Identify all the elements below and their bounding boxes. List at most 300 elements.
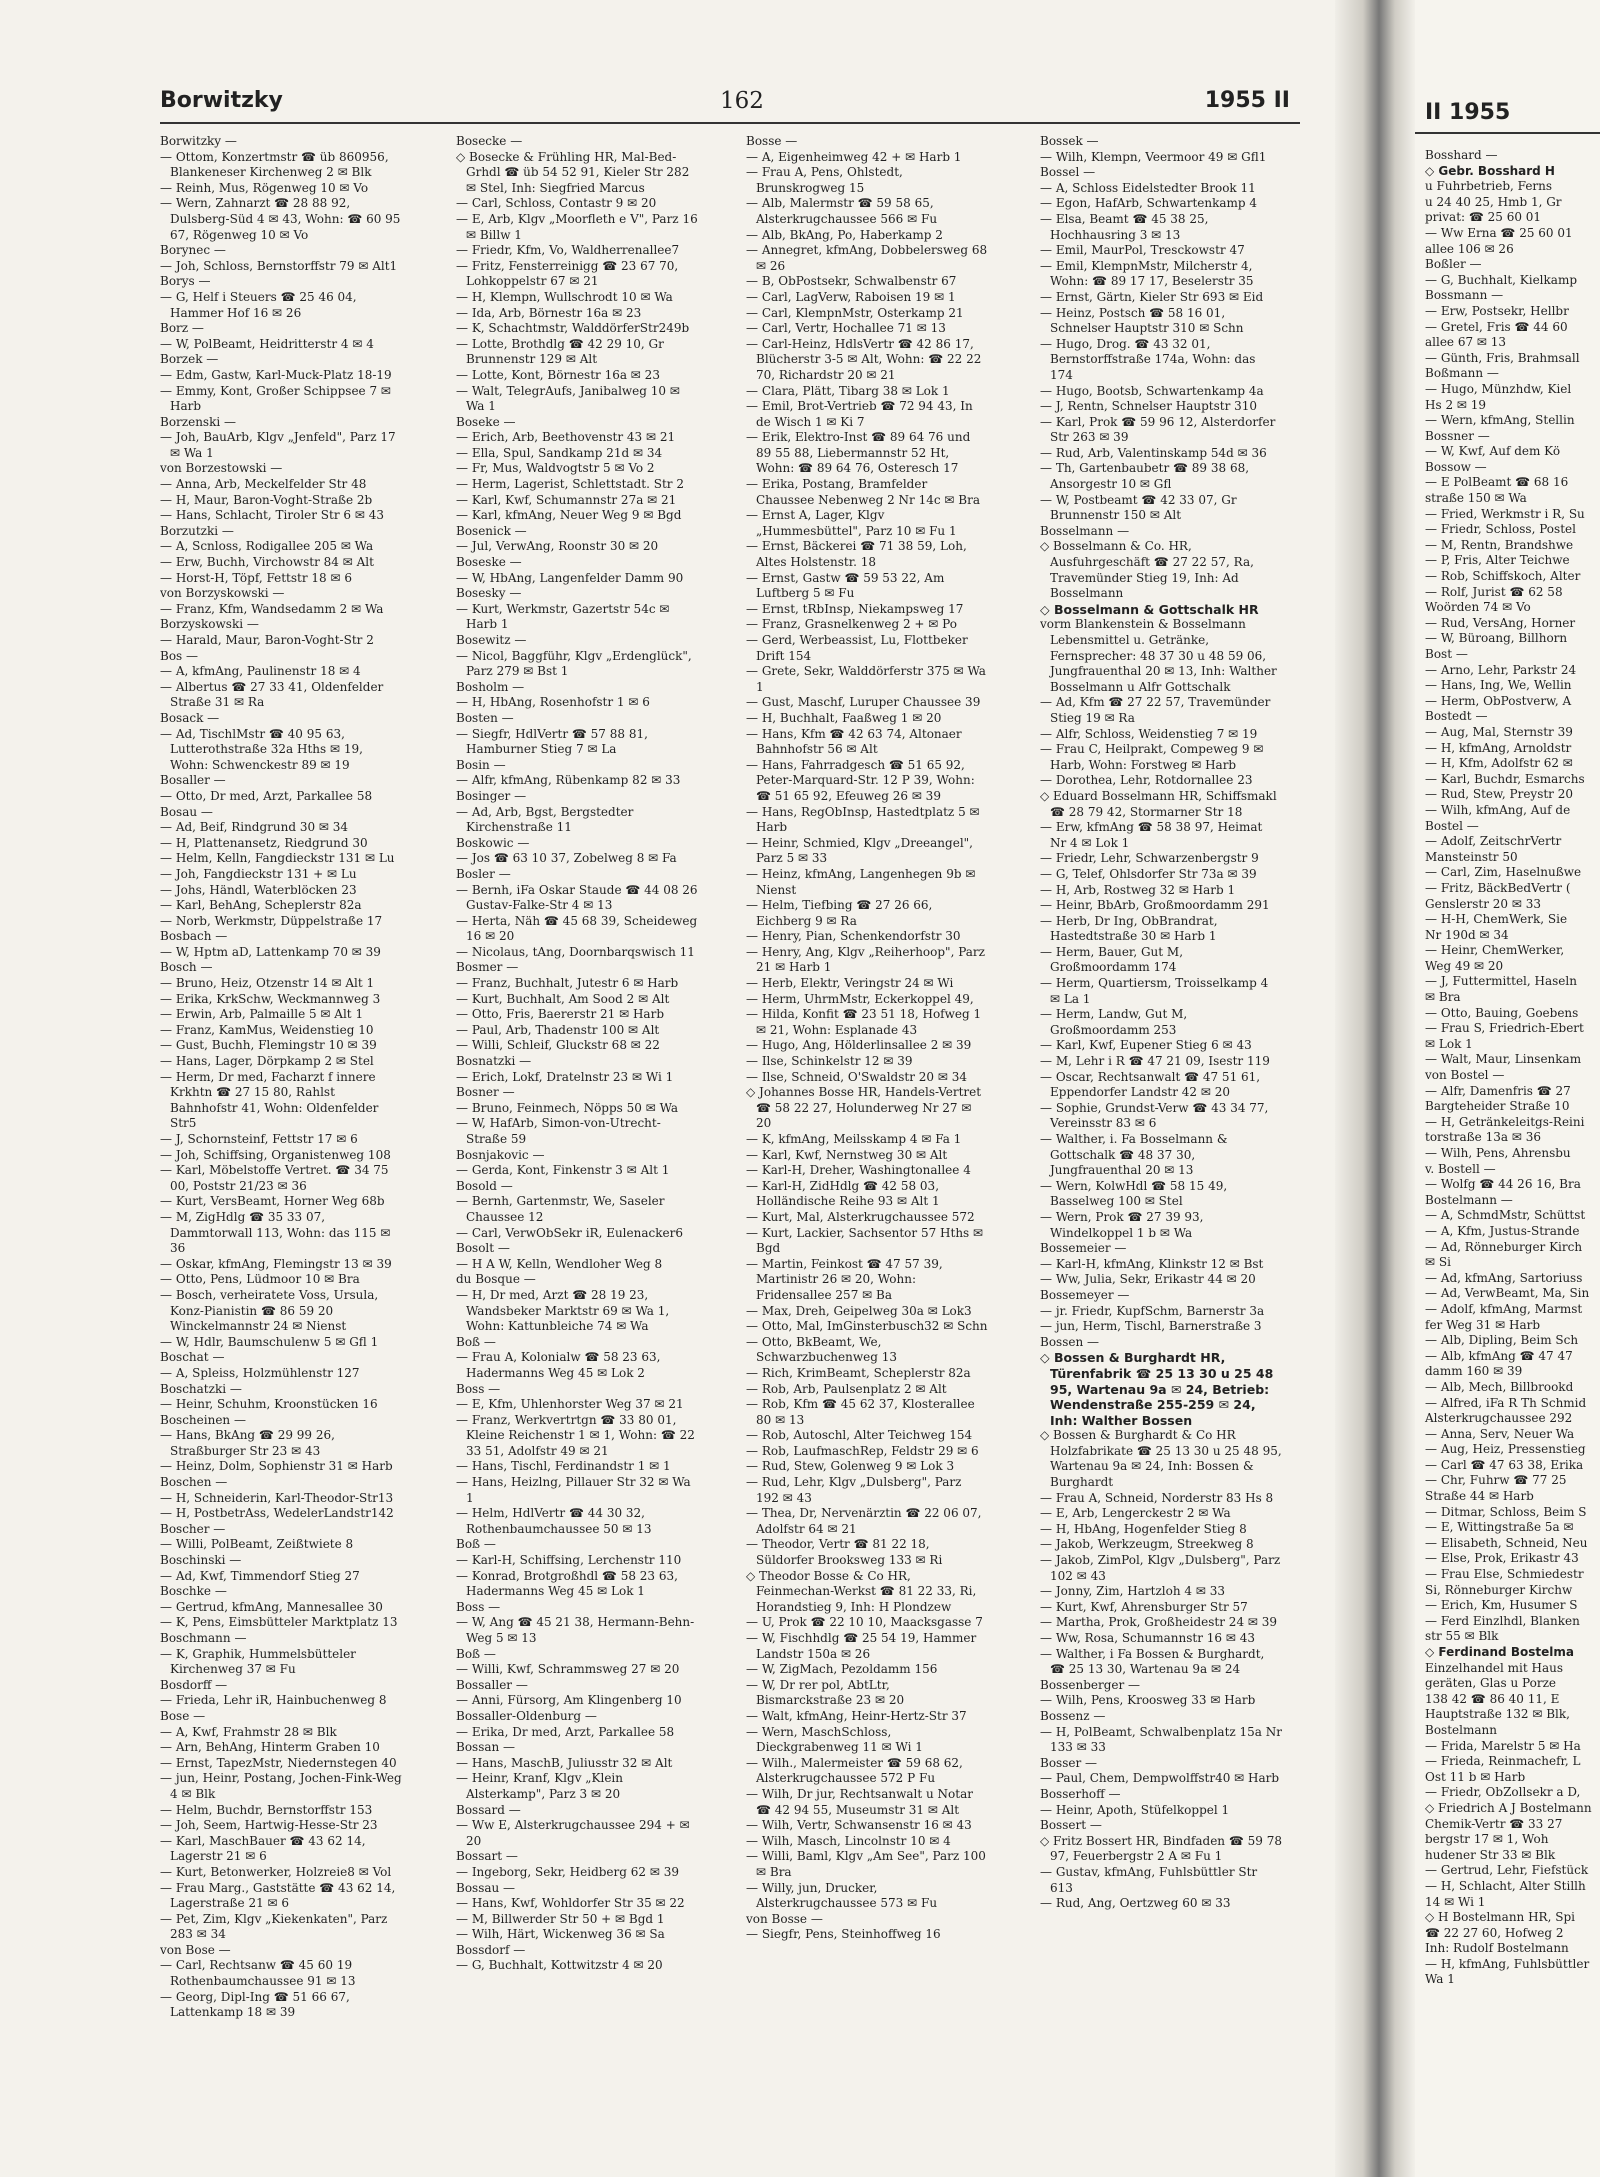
directory-entry: — Ilse, Schinkelstr 12 ✉ 39 (746, 1054, 913, 1069)
facing-page-line: Alsterkrugchaussee 292 (1425, 1411, 1573, 1426)
directory-entry: — Hilda, Konfit ☎ 23 51 18, Hofweg 1 ✉ 21, Wohn: Esplanade 43 (746, 1007, 982, 1037)
directory-entry: — Clara, Plätt, Tibarg 38 ✉ Lok 1 (746, 383, 950, 398)
surname-heading: Boschen — (160, 1475, 228, 1490)
directory-entry: — Wern, MaschSchloss, Dieckgrabenweg 11 ✉ Wi 1 (746, 1724, 923, 1755)
directory-entry: — B, ObPostsekr, Schwalbenstr 67 (746, 274, 957, 289)
directory-entry: — Otto, Fris, Baererstr 21 ✉ Harb (456, 1007, 665, 1022)
facing-page-line: Straße 44 ✉ Harb (1425, 1489, 1534, 1504)
directory-entry: — Martin, Feinkost ☎ 47 57 39, Martinistr 26 ✉ 20, Wohn: Fridensallee 257 ✉ Ba (746, 1256, 943, 1302)
directory-entry: — K, Graphik, Hummelsbütteler Kirchenweg 37 ✉ Fu (160, 1646, 356, 1677)
directory-entry: ◇ Bosselmann & Gottschalk HR (1040, 601, 1259, 617)
facing-page-line: Bost — (1425, 647, 1468, 661)
directory-entry: — Kurt, VersBeamt, Horner Weg 68b (160, 1194, 385, 1209)
directory-entry: — Hans, RegObInsp, Hastedtplatz 5 ✉ Harb (746, 804, 980, 835)
directory-entry: — H, HbAng, Hogenfelder Stieg 8 (1040, 1521, 1247, 1536)
directory-entry: — Franz, KamMus, Weidenstieg 10 (160, 1022, 374, 1037)
surname-heading: Bosholm — (456, 679, 525, 694)
facing-page-line: Bosshard — (1425, 148, 1498, 162)
directory-entry: — Ernst, TapezMstr, Niedernstegen 40 (160, 1755, 397, 1770)
facing-page-line: — Frida, Marelstr 5 ✉ Ha (1425, 1738, 1581, 1753)
directory-entry: — H, Arb, Rostweg 32 ✉ Harb 1 (1040, 882, 1236, 897)
directory-entry: — Kurt, Kwf, Ahrensburger Str 57 (1040, 1599, 1248, 1614)
directory-entry: — Bruno, Feinmech, Nöpps 50 ✉ Wa (456, 1100, 679, 1115)
facing-page-line: — Fritz, BäckBedVertr ( (1425, 880, 1571, 895)
surname-heading: Bossaller — (456, 1677, 528, 1692)
facing-page-line: — Else, Prok, Erikastr 43 (1425, 1551, 1579, 1566)
directory-entry: — Erich, Arb, Beethovenstr 43 ✉ 21 (456, 430, 676, 445)
directory-entry: — Paul, Chem, Dempwolffstr40 ✉ Harb (1040, 1771, 1280, 1786)
directory-entry: — A, Scnloss, Rodigallee 205 ✉ Wa (160, 539, 374, 554)
header-rule (160, 122, 1300, 124)
directory-entry: — Karl-H, Schiffsing, Lerchenstr 110 (456, 1553, 682, 1568)
facing-page-line: ✉ Bra (1425, 990, 1461, 1005)
directory-entry: — Erik, Elektro-Inst ☎ 89 64 76 und 89 55 88, Liebermannstr 52 Ht, Wohn: ☎ 89 64 76, Osteresch 17 (746, 430, 971, 476)
directory-entry: — Friedr, Lehr, Schwarzenbergstr 9 (1040, 851, 1259, 866)
facing-page-line: — Adolf, ZeitschrVertr (1425, 834, 1562, 849)
surname-heading: Boseske — (456, 555, 522, 570)
directory-entry: — Herm, Bauer, Gut M, Großmoordamm 174 (1040, 944, 1184, 975)
surname-heading: Bossenz — (1040, 1708, 1106, 1723)
directory-entry: ◇ Bossen & Burghardt & Co HR Holzfabrikate ☎ 25 13 30 u 25 48 95, Wartenau 9a ✉ 24, Inh: Bossen & Burghardt (1040, 1428, 1282, 1490)
facing-page-line: ✉ Lok 1 (1425, 1036, 1473, 1051)
directory-entry: — Wilh, Pens, Kroosweg 33 ✉ Harb (1040, 1693, 1256, 1708)
directory-entry: — Herm, Lagerist, Schlettstadt. Str 2 (456, 477, 684, 492)
directory-entry: — Dorothea, Lehr, Rotdornallee 23 (1040, 773, 1253, 788)
directory-entry: — Hans, BkAng ☎ 29 99 26, Straßburger Str 23 ✉ 43 (160, 1428, 335, 1458)
directory-entry: — H A W, Kelln, Wendloher Weg 8 (456, 1256, 663, 1271)
running-head-year: 1955 II (1204, 88, 1290, 113)
directory-entry: — Anna, Arb, Meckelfelder Str 48 (160, 477, 367, 492)
directory-entry: — Rob, LaufmaschRep, Feldstr 29 ✉ 6 (746, 1443, 979, 1458)
directory-entry: — Herm, Dr med, Facharzt f innere Krkhtn ☎ 27 15 80, Rahlst Bahnhofstr 41, Wohn: Oldenfelder Str5 (160, 1069, 379, 1131)
facing-page-line: u 24 40 25, Hmb 1, Gr (1425, 194, 1562, 209)
surname-heading: Borzenski — (160, 414, 237, 429)
facing-page (1415, 0, 1600, 2177)
directory-entry: — Ernst, tRbInsp, Niekampsweg 17 (746, 601, 964, 616)
directory-entry: — Rud, Lehr, Klgv „Dulsberg", Parz 192 ✉ 43 (746, 1475, 962, 1505)
directory-column-1 (160, 134, 402, 2124)
directory-entry: — Ww, Julia, Sekr, Erikastr 44 ✉ 20 (1040, 1272, 1256, 1287)
directory-entry: — Ella, Spul, Sandkamp 21d ✉ 34 (456, 445, 663, 460)
facing-page-line: — Frau Else, Schmiedestr (1425, 1567, 1584, 1582)
directory-entry: — Wilh, Dr jur, Rechtsanwalt u Notar ☎ 42 94 55, Museumstr 31 ✉ Alt (746, 1786, 973, 1817)
surname-heading: Boscheinen — (160, 1412, 246, 1427)
directory-entry: — Franz, Grasnelkenweg 2 + ✉ Po (746, 617, 957, 632)
facing-page-line: — Otto, Bauing, Goebens (1425, 1005, 1579, 1020)
directory-entry: — Karl, BehAng, Scheplerstr 82a (160, 898, 362, 913)
facing-page-line: ◇ Friedrich A J Bostelmann (1425, 1800, 1592, 1815)
directory-entry: — Ww E, Alsterkrugchaussee 294 + ✉ 20 (456, 1818, 690, 1848)
directory-entry: — K, Pens, Eimsbütteler Marktplatz 13 (160, 1615, 398, 1630)
surname-heading: Bossel — (1040, 165, 1096, 180)
surname-heading: Bosewitz — (456, 633, 527, 647)
facing-page-line: allee 67 ✉ 13 (1425, 335, 1507, 350)
directory-entry: — J, Rentn, Schnelser Hauptstr 310 (1040, 399, 1258, 414)
directory-entry: — jr. Friedr, KupfSchm, Barnerstr 3a (1040, 1303, 1265, 1318)
directory-entry: — Joh, Seem, Hartwig-Hesse-Str 23 (160, 1818, 378, 1833)
directory-entry: — Kurt, Mal, Alsterkrugchaussee 572 (746, 1209, 975, 1224)
directory-entry: — Joh, Schloss, Bernstorffstr 79 ✉ Alt1 (160, 258, 398, 273)
facing-page-line: — Erich, Km, Husumer S (1425, 1598, 1578, 1613)
directory-entry: — Frau A, Kolonialw ☎ 58 23 63, Hadermanns Weg 45 ✉ Lok 2 (456, 1350, 661, 1380)
directory-entry: — Herb, Dr Ing, ObBrandrat, Hastedtstraße 30 ✉ Harb 1 (1040, 913, 1218, 944)
facing-page-line: ◇ Gebr. Bosshard H (1425, 163, 1555, 178)
directory-entry: — E, Arb, Lengerckestr 2 ✉ Wa (1040, 1506, 1231, 1521)
directory-entry: — Hugo, Drog. ☎ 43 32 01, Bernstorffstraße 174a, Wohn: das 174 (1040, 336, 1256, 382)
directory-entry: — Heinz, Dolm, Sophienstr 31 ✉ Harb (160, 1459, 393, 1474)
facing-page-line: Chemik-Vertr ☎ 33 27 (1425, 1816, 1563, 1831)
directory-entry: — Gertrud, kfmAng, Mannesallee 30 (160, 1599, 383, 1614)
facing-page-line: ◇ Ferdinand Bostelma (1425, 1645, 1574, 1659)
directory-entry: — U, Prok ☎ 22 10 10, Maacksgasse 7 (746, 1615, 983, 1630)
directory-entry: — Hugo, Ang, Hölderlinsallee 2 ✉ 39 (746, 1038, 972, 1053)
facing-page-line: — Hugo, Münzhdw, Kiel (1425, 381, 1572, 396)
directory-entry: — J, Schornsteinf, Fettstr 17 ✉ 6 (160, 1132, 358, 1146)
surname-heading: von Bose — (160, 1942, 231, 1957)
directory-entry: — Franz, Buchhalt, Jutestr 6 ✉ Harb (456, 976, 679, 991)
facing-page-line: Inh: Rudolf Bostelmann (1425, 1941, 1569, 1956)
directory-entry: — Jonny, Zim, Hartzloh 4 ✉ 33 (1040, 1584, 1225, 1599)
directory-entry: — Sophie, Grundst-Verw ☎ 43 34 77, Vereinsstr 83 ✉ 6 (1040, 1100, 1269, 1131)
directory-entry: — Emil, KlempnMstr, Milcherstr 4, Wohn: ☎ 89 17 17, Beselerstr 35 (1040, 258, 1254, 289)
directory-entry: — W, Postbeamt ☎ 42 33 07, Gr Brunnenstr 150 ✉ Alt (1040, 492, 1237, 523)
directory-entry: — Kurt, Werkmstr, Gazertstr 54c ✉ Harb 1 (456, 601, 670, 632)
facing-page-line: Einzelhandel mit Haus (1425, 1660, 1563, 1675)
directory-entry: — Karl, Möbelstoffe Vertret. ☎ 34 75 00, Poststr 21/23 ✉ 36 (160, 1163, 389, 1193)
directory-entry: — Otto, Dr med, Arzt, Parkallee 58 (160, 788, 373, 803)
facing-page-line: — Frieda, Reinmachefr, L (1425, 1754, 1581, 1769)
directory-entry: — Walt, kfmAng, Heinr-Hertz-Str 37 (746, 1708, 967, 1723)
directory-entry: — Bernh, iFa Oskar Staude ☎ 44 08 26 Gustav-Falke-Str 4 ✉ 13 (456, 882, 698, 913)
surname-heading: Bosdorff — (160, 1677, 228, 1692)
directory-entry: — H, Maur, Baron-Voght-Straße 2b (160, 492, 373, 507)
surname-heading: Bossert — (1040, 1818, 1102, 1833)
directory-entry: — Annegret, kfmAng, Dobbelersweg 68 ✉ 26 (746, 243, 988, 273)
facing-page-line: Bostelmann — (1425, 1192, 1513, 1207)
facing-page-line: Bostelmann (1425, 1722, 1497, 1737)
directory-entry: — Siegfr, Pens, Steinhoffweg 16 (746, 1927, 941, 1942)
directory-entry: — Frau Marg., Gaststätte ☎ 43 62 14, Lagerstraße 21 ✉ 6 (160, 1880, 396, 1911)
directory-entry: vorm Blankenstein & Bosselmann Lebensmittel u. Getränke, Fernsprecher: 48 37 30 u 48 59 06, Jungfrauenthal 20 ✉ 13, Inh: Walther Bosselmann u Alfr Gottschalk (1040, 617, 1277, 694)
surname-heading: du Bosque — (456, 1272, 536, 1287)
page-header (160, 88, 1300, 122)
directory-entry: — Emil, MaurPol, Tresckowstr 47 (1040, 243, 1245, 258)
surname-heading: Bosnatzki — (456, 1054, 532, 1069)
directory-entry: — Egon, HafArb, Schwartenkamp 4 (1040, 196, 1258, 211)
surname-heading: Bos — (160, 648, 199, 663)
facing-page-line: — Arno, Lehr, Parkstr 24 (1425, 662, 1577, 677)
directory-entry: — Gustav, kfmAng, Fuhlsbüttler Str 613 (1040, 1864, 1258, 1895)
directory-entry: — Paul, Arb, Thadenstr 100 ✉ Alt (456, 1022, 660, 1037)
facing-page-line: — H-H, ChemWerk, Sie (1425, 912, 1568, 927)
facing-page-line: — Alfr, Damenfris ☎ 27 (1425, 1083, 1571, 1098)
directory-entry: — Erika, KrkSchw, Weckmannweg 3 (160, 991, 381, 1006)
surname-heading: Bosesky — (456, 586, 522, 601)
directory-entry: — Martha, Prok, Großheidestr 24 ✉ 39 (1040, 1615, 1278, 1630)
directory-entry: — Ernst, Bäckerei ☎ 71 38 59, Loh, Altes Holstenstr. 18 (746, 539, 967, 570)
directory-column-2 (456, 134, 698, 2124)
surname-heading: Boskowic — (456, 835, 530, 850)
directory-entry: — Ingeborg, Sekr, Heidberg 62 ✉ 39 (456, 1864, 679, 1879)
directory-entry: — Walther, i Fa Bossen & Burghardt, ☎ 25 13 30, Wartenau 9a ✉ 24 (1040, 1646, 1265, 1677)
facing-page-line: — Aug, Heiz, Pressenstieg (1425, 1442, 1586, 1457)
facing-page-line: — H, Kfm, Adolfstr 62 ✉ (1425, 756, 1573, 771)
facing-page-line: — Ditmar, Schloss, Beim S (1425, 1504, 1587, 1519)
directory-entry: — Norb, Werkmstr, Düppelstraße 17 (160, 913, 383, 928)
facing-page-line: Bossner — (1425, 428, 1490, 443)
facing-page-line: ✉ Si (1425, 1255, 1451, 1270)
facing-page-line: — Alb, Mech, Billbrookd (1425, 1379, 1574, 1394)
facing-page-line: — Wern, kfmAng, Stellin (1425, 413, 1575, 428)
facing-page-line: — Rolf, Jurist ☎ 62 58 (1425, 584, 1563, 599)
surname-heading: Borynec — (160, 243, 226, 258)
surname-heading: Bosnjakovic — (456, 1147, 545, 1162)
facing-page-line: u Fuhrbetrieb, Ferns (1425, 179, 1553, 194)
directory-entry: — Heinr, Schuhm, Kroonstücken 16 (160, 1397, 378, 1412)
facing-page-line: — Fried, Werkmstr i R, Su (1425, 506, 1585, 521)
facing-page-line: von Bostel — (1425, 1068, 1505, 1083)
directory-entry: — W, PolBeamt, Heidritterstr 4 ✉ 4 (160, 336, 374, 351)
facing-page-line: — Ad, VerwBeamt, Ma, Sin (1425, 1286, 1590, 1301)
directory-entry: — Gerd, Werbeassist, Lu, Flottbeker Drift 154 (746, 633, 968, 663)
directory-entry: — Hans, Heizlng, Pillauer Str 32 ✉ Wa 1 (456, 1475, 691, 1505)
surname-heading: Borz — (160, 321, 204, 336)
facing-page-line: — Heinr, ChemWerker, (1425, 943, 1565, 958)
directory-entry: — A, kfmAng, Paulinenstr 18 ✉ 4 (160, 664, 361, 679)
directory-entry: — Heinr, Kranf, Klgv „Klein Alsterkamp", Parz 3 ✉ 20 (456, 1771, 623, 1801)
book-gutter (1335, 0, 1415, 2177)
facing-page-line: — A, SchmdMstr, Schüttst (1425, 1208, 1586, 1223)
facing-page-line: — Wilh, Pens, Ahrensbu (1425, 1146, 1571, 1160)
directory-entry: — A, Kwf, Frahmstr 28 ✉ Blk (160, 1724, 337, 1739)
facing-page-line: Mansteinstr 50 (1425, 849, 1518, 864)
directory-entry: — Karl-H, ZidHdlg ☎ 42 58 03, Holländische Reihe 93 ✉ Alt 1 (746, 1178, 940, 1209)
surname-heading: Bosten — (456, 710, 514, 725)
facing-page-line: damm 160 ✉ 39 (1425, 1364, 1523, 1379)
directory-entry: — Heinz, kfmAng, Langenhegen 9b ✉ Nienst (746, 866, 976, 897)
directory-entry: — Herm, UhrmMstr, Eckerkoppel 49, (746, 991, 974, 1006)
facing-page-line: — J, Futtermittel, Haseln (1425, 974, 1577, 989)
directory-entry: — Erw, kfmAng ☎ 58 38 97, Heimat Nr 4 ✉ Lok 1 (1040, 820, 1263, 850)
facing-page-line: — W, Büroang, Billhorn (1425, 631, 1568, 646)
surname-heading: Bossaller-Oldenburg — (456, 1708, 597, 1723)
surname-heading: Bosser — (1040, 1755, 1098, 1770)
surname-heading: Bossemeier — (1040, 1241, 1127, 1256)
directory-entry: — H, Buchhalt, Faaßweg 1 ✉ 20 (746, 710, 942, 725)
surname-heading: Boschatzki — (160, 1381, 242, 1396)
directory-entry: — Rob, Kfm ☎ 45 62 37, Klosterallee 80 ✉ 13 (746, 1397, 975, 1427)
directory-entry: — Carl-Heinz, HdlsVertr ☎ 42 86 17, Blücherstr 3-5 ✉ Alt, Wohn: ☎ 22 22 70, Richardstr 20 ✉ 21 (746, 336, 982, 382)
surname-heading: Boschke — (160, 1584, 227, 1599)
facing-page-line: 138 42 ☎ 86 40 11, E (1425, 1691, 1560, 1706)
facing-page-line: — Gertrud, Lehr, Fiefstück (1425, 1863, 1589, 1878)
directory-entry: — Otto, Mal, ImGinsterbusch32 ✉ Schn (746, 1319, 988, 1334)
directory-entry: — Erika, Postang, Bramfelder Chaussee Nebenweg 2 Nr 14c ✉ Bra (746, 477, 980, 507)
directory-entry: — Karl, Kwf, Eupener Stieg 6 ✉ 43 (1040, 1038, 1252, 1053)
facing-page-line: fer Weg 31 ✉ Harb (1425, 1317, 1541, 1332)
directory-entry: — Carl, Vertr, Hochallee 71 ✉ 13 (746, 321, 946, 336)
directory-entry: — Helm, HdlVertr ☎ 44 30 32, Rothenbaumchaussee 50 ✉ 13 (456, 1506, 652, 1536)
directory-entry: — Harald, Maur, Baron-Voght-Str 2 (160, 633, 374, 647)
directory-entry: — Karl, MaschBauer ☎ 43 62 14, Lagerstr 21 ✉ 6 (160, 1833, 366, 1864)
surname-heading: Boß — (456, 1646, 496, 1661)
directory-entry: — Jos ☎ 63 10 37, Zobelweg 8 ✉ Fa (456, 851, 677, 866)
surname-heading: Bosserhoff — (1040, 1786, 1121, 1801)
surname-heading: Bosch — (160, 960, 213, 975)
surname-heading: Bossdorf — (456, 1942, 526, 1957)
directory-entry: — Th, Gartenbaubetr ☎ 89 38 68, Ansorgestr 10 ✉ Gfl (1040, 461, 1250, 492)
directory-entry: ◇ Bosselmann & Co. HR, Ausfuhrgeschäft ☎ 27 22 57, Ra, Travemünder Stieg 19, Inh: Ad Bosselmann (1040, 539, 1254, 601)
directory-entry: — Bruno, Heiz, Otzenstr 14 ✉ Alt 1 (160, 976, 375, 991)
facing-page-line: — H, Getränkeleitgs-Reini (1425, 1114, 1585, 1129)
directory-entry: — Max, Dreh, Geipelweg 30a ✉ Lok3 (746, 1303, 972, 1318)
surname-heading: Bossemeyer — (1040, 1287, 1130, 1302)
surname-heading: Bosenick — (456, 523, 527, 538)
directory-entry: ◇ Theodor Bosse & Co HR, Feinmechan-Werkst ☎ 81 22 33, Ri, Horandstieg 9, Inh: H Plondzew (746, 1568, 977, 1614)
facing-page-line: — Günth, Fris, Brahmsall (1425, 350, 1580, 365)
directory-entry: — Willi, Baml, Klgv „Am See", Parz 100 ✉ Bra (746, 1849, 986, 1879)
directory-entry: — Ad, Kfm ☎ 27 22 57, Travemünder Stieg 19 ✉ Ra (1040, 695, 1271, 725)
facing-page-line: Bossmann — (1425, 288, 1504, 303)
facing-page-line: — Wolfg ☎ 44 26 16, Bra (1425, 1177, 1581, 1192)
facing-page-column (1425, 148, 1600, 1988)
facing-page-line: Hs 2 ✉ 19 (1425, 397, 1487, 412)
directory-entry: — Ww, Rosa, Schumannstr 16 ✉ 43 (1040, 1631, 1255, 1645)
directory-entry: ◇ Johannes Bosse HR, Handels-Vertret ☎ 58 22 27, Holunderweg Nr 27 ✉ 20 (746, 1085, 982, 1131)
directory-entry: — Joh, BauArb, Klgv „Jenfeld", Parz 17 ✉ Wa 1 (160, 430, 396, 460)
facing-page-line: — Ad, Rönneburger Kirch (1425, 1239, 1583, 1254)
directory-entry: — Erich, Lokf, Dratelnstr 23 ✉ Wi 1 (456, 1069, 674, 1084)
directory-entry: — Nicolaus, tAng, Doornbarqswisch 11 (456, 944, 695, 959)
surname-heading: Boseke — (456, 414, 516, 429)
directory-entry: — Alb, BkAng, Po, Haberkamp 2 (746, 227, 943, 242)
directory-entry: — Fr, Mus, Waldvogtstr 5 ✉ Vo 2 (456, 461, 655, 476)
directory-entry: — Horst-H, Töpf, Fettstr 18 ✉ 6 (160, 570, 352, 585)
facing-page-line: Weg 49 ✉ 20 (1425, 958, 1504, 973)
directory-entry: — Heinr, BbArb, Großmoordamm 291 (1040, 898, 1270, 913)
surname-heading: Boss — (456, 1381, 501, 1396)
facing-page-line: — Walt, Maur, Linsenkam (1425, 1052, 1582, 1067)
directory-entry: — Ernst, Gärtn, Kieler Str 693 ✉ Eid (1040, 289, 1264, 304)
surname-heading: Bossau — (456, 1880, 516, 1895)
directory-entry: — Jakob, ZimPol, Klgv „Dulsberg", Parz 102 ✉ 43 (1040, 1553, 1281, 1583)
directory-entry: — W, Dr rer pol, AbtLtr, Bismarckstraße 23 ✉ 20 (746, 1677, 905, 1708)
directory-entry: — Friedr, Kfm, Vo, Waldherrenallee7 (456, 243, 680, 258)
facing-page-line: Si, Rönneburger Kirchw (1425, 1582, 1573, 1597)
directory-entry: — Carl, LagVerw, Raboisen 19 ✉ 1 (746, 289, 956, 304)
directory-entry: — Elsa, Beamt ☎ 45 38 25, Hochhausring 3 ✉ 13 (1040, 211, 1209, 242)
directory-entry: — H, Plattenansetz, Riedgrund 30 (160, 835, 368, 850)
surname-heading: Borys — (160, 274, 211, 289)
directory-entry: — W, ZigMach, Pezoldamm 156 (746, 1662, 938, 1677)
surname-heading: Bosmer — (456, 960, 519, 975)
directory-entry: — W, Fischhdlg ☎ 25 54 19, Hammer Landstr 150a ✉ 26 (746, 1631, 977, 1661)
facing-page-line: Bostel — (1425, 818, 1479, 833)
directory-entry: — Gerda, Kont, Finkenstr 3 ✉ Alt 1 (456, 1163, 670, 1178)
surname-heading: Boschat — (160, 1350, 225, 1365)
directory-entry: — M, ZigHdlg ☎ 35 33 07, Dammtorwall 113, Wohn: das 115 ✉ 36 (160, 1209, 391, 1256)
directory-entry: — Frieda, Lehr iR, Hainbuchenweg 8 (160, 1693, 387, 1708)
facing-page-line: — H, Schlacht, Alter Stillh (1425, 1878, 1586, 1893)
facing-page-line: — Rob, Schiffskoch, Alter (1425, 569, 1581, 584)
directory-entry: — Jakob, Werkzeugm, Streekweg 8 (1040, 1537, 1254, 1552)
directory-column-3 (746, 134, 988, 2124)
surname-heading: Borzutzki — (160, 523, 234, 538)
directory-entry: — Willi, Schleif, Gluckstr 68 ✉ 22 (456, 1038, 660, 1053)
surname-heading: Bossart — (456, 1849, 518, 1864)
directory-entry: — Karl, Kwf, Nernstweg 30 ✉ Alt (746, 1147, 948, 1162)
surname-heading: Boß — (456, 1334, 496, 1349)
facing-page-line: — Ferd Einzlhdl, Blanken (1425, 1613, 1580, 1628)
directory-entry: — Lotte, Kont, Börnestr 16a ✉ 23 (456, 367, 660, 382)
directory-entry: — Heinr, Apoth, Stüfelkoppel 1 (1040, 1802, 1230, 1817)
directory-column-4 (1040, 134, 1282, 2124)
facing-page-line: Woörden 74 ✉ Vo (1425, 600, 1531, 615)
directory-entry: — G, Telef, Ohlsdorfer Str 73a ✉ 39 (1040, 866, 1257, 881)
directory-entry: — Frau A, Pens, Ohlstedt, Brunskrogweg 15 (746, 165, 903, 195)
directory-entry: — Georg, Dipl-Ing ☎ 51 66 67, Lattenkamp 18 ✉ 39 (160, 1989, 350, 2020)
directory-entry: — Carl, Rechtsanw ☎ 45 60 19 Rothenbaumchaussee 91 ✉ 13 (160, 1958, 356, 1989)
facing-page-line: — Alb, Dipling, Beim Sch (1425, 1333, 1579, 1348)
directory-entry: — Wilh, Härt, Wickenweg 36 ✉ Sa (456, 1927, 665, 1942)
directory-entry: — Franz, Kfm, Wandsedamm 2 ✉ Wa (160, 601, 384, 616)
directory-entry: — Willy, jun, Drucker, Alsterkrugchaussee 573 ✉ Fu (746, 1880, 938, 1911)
facing-page-line: Genslerstr 20 ✉ 33 (1425, 896, 1542, 911)
directory-entry: — Hans, Lager, Dörpkamp 2 ✉ Stel (160, 1054, 374, 1069)
directory-entry: — Oskar, kfmAng, Flemingstr 13 ✉ 39 (160, 1256, 392, 1271)
directory-entry: — Jul, VerwAng, Roonstr 30 ✉ 20 (456, 539, 659, 554)
directory-entry: — Wilh, Masch, Lincolnstr 10 ✉ 4 (746, 1833, 951, 1848)
surname-heading: Bosack — (160, 710, 220, 725)
page-number: 162 (720, 88, 764, 114)
directory-entry: — Kurt, Betonwerker, Holzreie8 ✉ Vol (160, 1864, 392, 1879)
facing-page-line: — Aug, Mal, Sternstr 39 (1425, 724, 1573, 739)
facing-page-line: — Rud, VersAng, Horner (1425, 615, 1576, 630)
surname-heading: Bose — (160, 1708, 206, 1723)
directory-entry: — Willi, PolBeamt, Zeißtwiete 8 (160, 1537, 354, 1552)
facing-page-line: torstraße 13a ✉ 36 (1425, 1130, 1541, 1145)
directory-entry: — Ilse, Schneid, O'Swaldstr 20 ✉ 34 (746, 1069, 967, 1084)
directory-entry: — Karl, Prok ☎ 59 96 12, Alsterdorfer Str 263 ✉ 39 (1040, 414, 1276, 445)
directory-entry: — Bosch, verheiratete Voss, Ursula, Konz-Pianistin ☎ 86 59 20 Winckelmannstr 24 ✉ Nienst (160, 1287, 379, 1334)
directory-entry: — Rich, KrimBeamt, Scheplerstr 82a (746, 1365, 971, 1380)
directory-entry: — Rob, Arb, Paulsenplatz 2 ✉ Alt (746, 1381, 947, 1396)
directory-entry: — Hans, Fahrradgesch ☎ 51 65 92, Peter-Marquard-Str. 12 P 39, Wohn: ☎ 51 65 92, Efeuweg 26 ✉ 39 (746, 757, 975, 803)
directory-entry: — W, Hptm aD, Lattenkamp 70 ✉ 39 (160, 944, 381, 959)
directory-entry: — Wilh, Klempn, Veermoor 49 ✉ Gfl1 (1040, 149, 1267, 164)
facing-page-line: 14 ✉ Wi 1 (1425, 1894, 1486, 1909)
surname-heading: Boschinski — (160, 1553, 242, 1568)
facing-page-line: — Anna, Serv, Neuer Wa (1425, 1426, 1575, 1441)
directory-entry: — H, Klempn, Wullschrodt 10 ✉ Wa (456, 289, 673, 304)
directory-entry: — Hans, Schlacht, Tiroler Str 6 ✉ 43 (160, 508, 384, 523)
directory-entry: — H, HbAng, Rosenhofstr 1 ✉ 6 (456, 695, 650, 710)
directory-entry: — Carl, KlempnMstr, Osterkamp 21 (746, 305, 964, 320)
surname-heading: Bosin — (456, 757, 506, 772)
directory-entry: — Hans, Kfm ☎ 42 63 74, Altonaer Bahnhofstr 56 ✉ Alt (746, 726, 962, 757)
directory-entry: ◇ Bosecke & Frühling HR, Mal-Bed-Grhdl ☎ üb 54 52 91, Kieler Str 282 ✉ Stel, Inh: Siegfried Marcus (456, 149, 690, 195)
surname-heading: Borzek — (160, 352, 219, 367)
surname-heading: Bosner — (456, 1085, 515, 1100)
directory-entry: — H, Schneiderin, Karl-Theodor-Str13 (160, 1490, 394, 1505)
facing-page-line: — Elisabeth, Schneid, Neu (1425, 1535, 1588, 1550)
directory-entry: — Henry, Pian, Schenkendorfstr 30 (746, 929, 961, 944)
directory-entry: — Willi, Kwf, Schrammsweg 27 ✉ 20 (456, 1662, 680, 1677)
surname-heading: von Borzyskowski — (160, 586, 285, 601)
directory-entry: — Ottom, Konzertmstr ☎ üb 860956, Blankeneser Kirchenweg 2 ✉ Blk (160, 149, 389, 180)
directory-entry: — Bernh, Gartenmstr, We, Saseler Chaussee 12 (456, 1194, 665, 1224)
facing-page-line: — E PolBeamt ☎ 68 16 (1425, 475, 1569, 490)
